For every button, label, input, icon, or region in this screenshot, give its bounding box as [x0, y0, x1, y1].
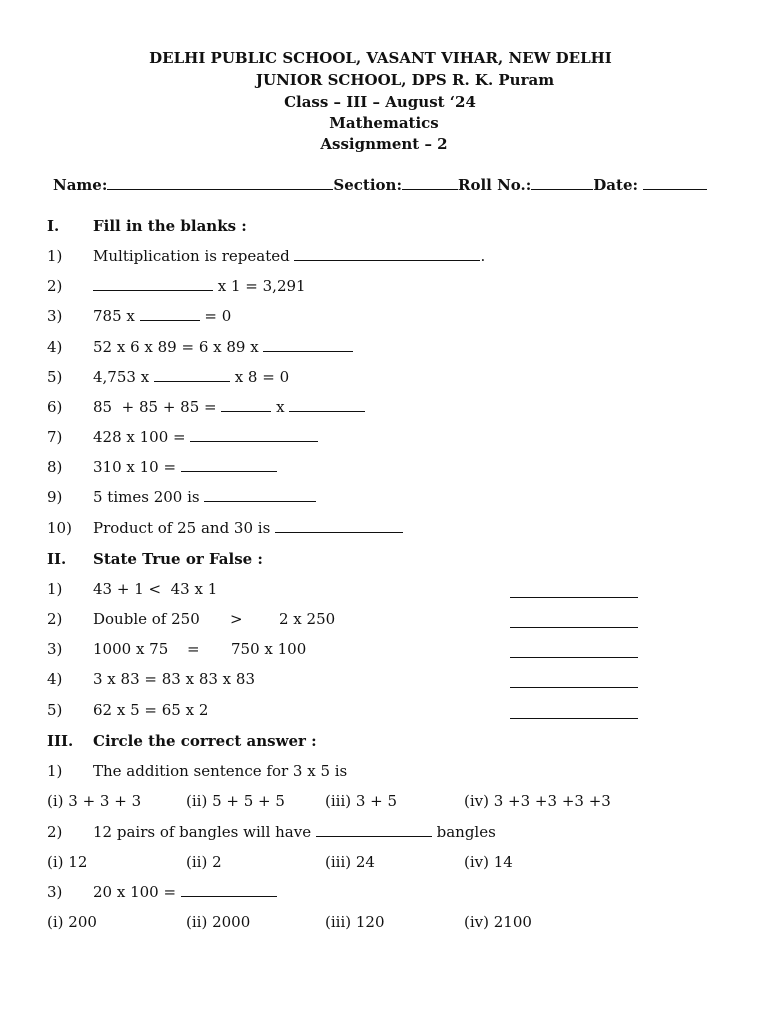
question-number: 3): [47, 883, 63, 901]
mcq-option[interactable]: (i) 3 + 3 + 3: [47, 792, 142, 810]
item-text: Multiplication is repeated: [93, 247, 295, 265]
mcq-option[interactable]: (i) 200: [47, 913, 97, 931]
item-number: 10): [47, 519, 72, 537]
item-text: = 0: [199, 307, 232, 325]
answer-blank[interactable]: [154, 368, 230, 382]
mcq-option[interactable]: (i) 12: [47, 853, 88, 871]
item-number: 5): [47, 368, 63, 386]
item-number: 2): [47, 277, 63, 295]
item-text: 428 x 100 =: [93, 428, 191, 446]
name-label: Name:: [53, 176, 108, 194]
item-number: 5): [47, 701, 63, 719]
item-number: 1): [47, 247, 63, 265]
true-false-answer-line[interactable]: [510, 718, 638, 719]
question-text: 12 pairs of bangles will have: [93, 823, 316, 841]
answer-blank[interactable]: [204, 488, 316, 502]
item-number: 1): [47, 580, 63, 598]
roll-field[interactable]: [531, 176, 593, 190]
item-number: 3): [47, 307, 63, 325]
item-number: 3): [47, 640, 63, 658]
section-label: Section:: [333, 176, 402, 194]
mcq-option[interactable]: (ii) 2000: [186, 913, 251, 931]
mcq-option[interactable]: (iv) 2100: [464, 913, 532, 931]
answer-blank[interactable]: [181, 458, 277, 472]
mcq-option[interactable]: (iii) 3 + 5: [325, 792, 398, 810]
item-text: .: [480, 247, 486, 265]
statement-right: 750 x 100: [231, 640, 307, 658]
true-false-answer-line[interactable]: [510, 657, 638, 658]
answer-blank[interactable]: [275, 519, 403, 533]
true-false-answer-line[interactable]: [510, 687, 638, 688]
item-text: 52 x 6 x 89 = 6 x 89 x: [93, 338, 264, 356]
section-ii-title: State True or False :: [93, 550, 263, 568]
item-number: 7): [47, 428, 63, 446]
item-number: 4): [47, 338, 63, 356]
statement-operator: =: [187, 640, 200, 658]
section-field[interactable]: [402, 176, 458, 190]
section-iii-title: Circle the correct answer :: [93, 732, 317, 750]
roll-label: Roll No.:: [457, 176, 532, 194]
answer-blank[interactable]: [93, 277, 213, 291]
item-text: x: [271, 398, 290, 416]
date-label: Date:: [593, 176, 644, 194]
school-name: DELHI PUBLIC SCHOOL, VASANT VIHAR, NEW DELHI: [149, 49, 612, 67]
answer-blank[interactable]: [294, 247, 480, 261]
question-text: The addition sentence for 3 x 5 is: [93, 762, 348, 780]
answer-blank[interactable]: [221, 398, 271, 412]
answer-blank[interactable]: [316, 823, 432, 837]
class-title: Class – III – August ‘24: [284, 93, 476, 111]
section-i-number: I.: [47, 217, 60, 235]
question-number: 1): [47, 762, 63, 780]
item-text: x 1 = 3,291: [213, 277, 306, 295]
answer-blank[interactable]: [190, 428, 318, 442]
item-text: 4,753 x: [93, 368, 154, 386]
statement-text: 62 x 5 = 65 x 2: [93, 701, 209, 719]
statement-right: 2 x 250: [279, 610, 336, 628]
mcq-option[interactable]: (iii) 24: [325, 853, 375, 871]
item-number: 4): [47, 670, 63, 688]
junior-school-name: JUNIOR SCHOOL, DPS R. K. Puram: [255, 71, 555, 89]
mcq-option[interactable]: (iii) 120: [325, 913, 385, 931]
answer-blank[interactable]: [263, 338, 353, 352]
statement-text: 3 x 83 = 83 x 83 x 83: [93, 670, 255, 688]
statement-text: 43 + 1 < 43 x 1: [93, 580, 218, 598]
question-text: bangles: [431, 823, 496, 841]
item-text: 785 x: [93, 307, 140, 325]
name-field[interactable]: [107, 176, 333, 190]
section-i-title: Fill in the blanks :: [93, 217, 247, 235]
mcq-option[interactable]: (iv) 3 +3 +3 +3 +3: [464, 792, 611, 810]
section-ii-number: II.: [47, 550, 67, 568]
mcq-option[interactable]: (ii) 2: [186, 853, 222, 871]
item-text: 85 + 85 + 85 =: [93, 398, 222, 416]
mcq-option[interactable]: (iv) 14: [464, 853, 513, 871]
item-number: 9): [47, 488, 63, 506]
assignment-title: Assignment – 2: [320, 135, 448, 153]
item-text: x 8 = 0: [229, 368, 290, 386]
subject-title: Mathematics: [329, 114, 439, 132]
answer-blank[interactable]: [140, 307, 200, 321]
answer-blank[interactable]: [289, 398, 365, 412]
statement-left: Double of 250: [93, 610, 200, 628]
item-text: Product of 25 and 30 is: [93, 519, 276, 537]
answer-blank[interactable]: [181, 883, 277, 897]
true-false-answer-line[interactable]: [510, 597, 638, 598]
mcq-option[interactable]: (ii) 5 + 5 + 5: [186, 792, 285, 810]
item-number: 6): [47, 398, 63, 416]
date-field[interactable]: [643, 176, 707, 190]
statement-operator: >: [230, 610, 243, 628]
item-number: 8): [47, 458, 63, 476]
true-false-answer-line[interactable]: [510, 627, 638, 628]
item-number: 2): [47, 610, 63, 628]
question-text: 20 x 100 =: [93, 883, 181, 901]
statement-left: 1000 x 75: [93, 640, 169, 658]
section-iii-number: III.: [47, 732, 74, 750]
item-text: 310 x 10 =: [93, 458, 181, 476]
question-number: 2): [47, 823, 63, 841]
student-info-line: [53, 176, 713, 194]
item-text: 5 times 200 is: [93, 488, 205, 506]
